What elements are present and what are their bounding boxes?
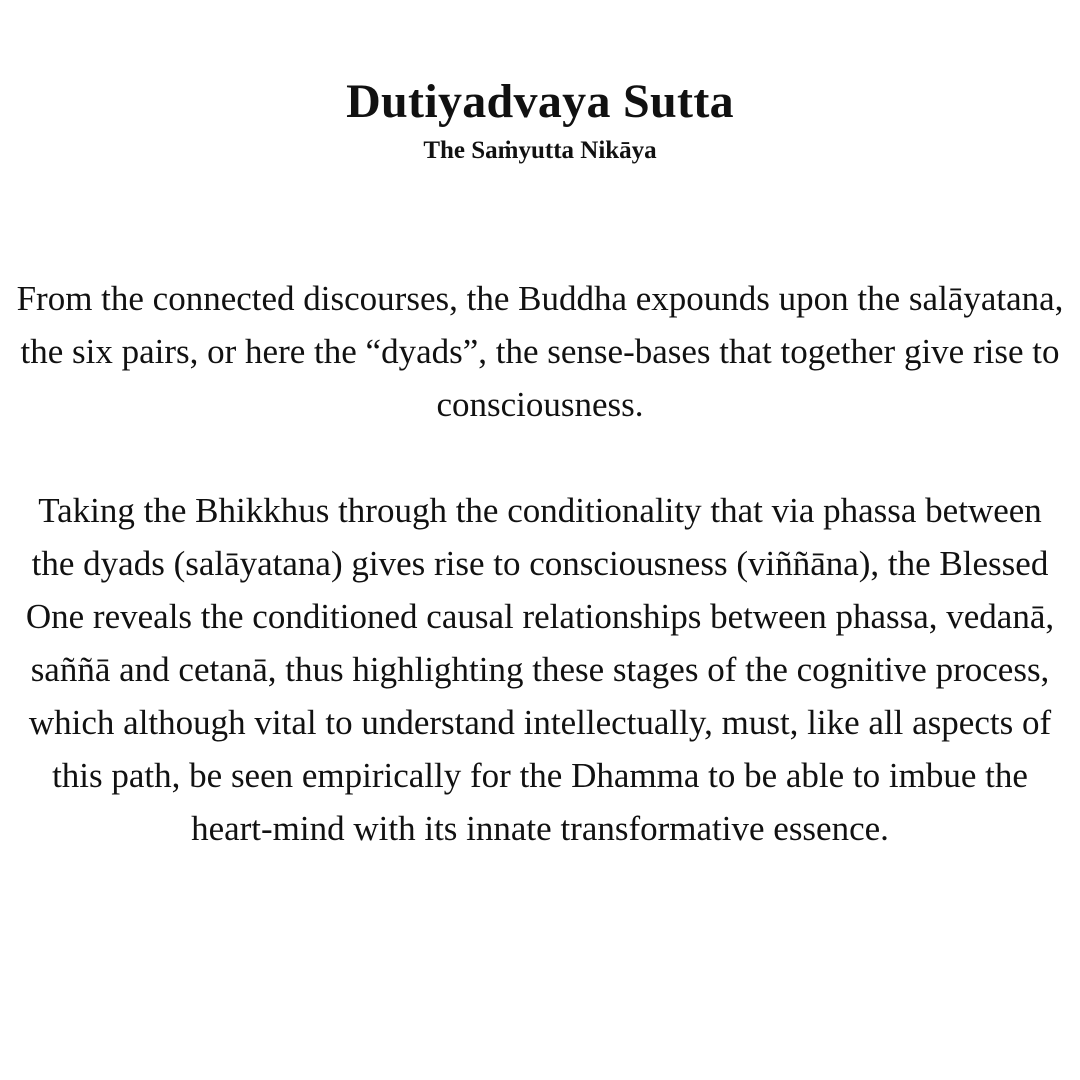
- page-title: Dutiyadvaya Sutta: [346, 75, 734, 128]
- page-subtitle: The Saṁyutta Nikāya: [423, 137, 657, 164]
- intro-paragraph: From the connected discourses, the Buddha expounds upon the salāyatana, the six pairs, or here the “dyads”, the sense-bases that together give rise to consciousness.: [16, 279, 1064, 424]
- body-paragraph: Taking the Bhikkhus through the conditionality that via phassa between the dyads (salāyatana) gives rise to consciousness (viññāna), the Blessed One reveals the conditioned causal relationships between phassa, vedanā, saññā and cetanā, thus highlighting these stages of the cognitive process, which although vital to understand intellectually, must, like all aspects of this path, be seen empirically for the Dhamma to be able to imbue the heart-mind with its innate transformative essence.: [25, 491, 1055, 848]
